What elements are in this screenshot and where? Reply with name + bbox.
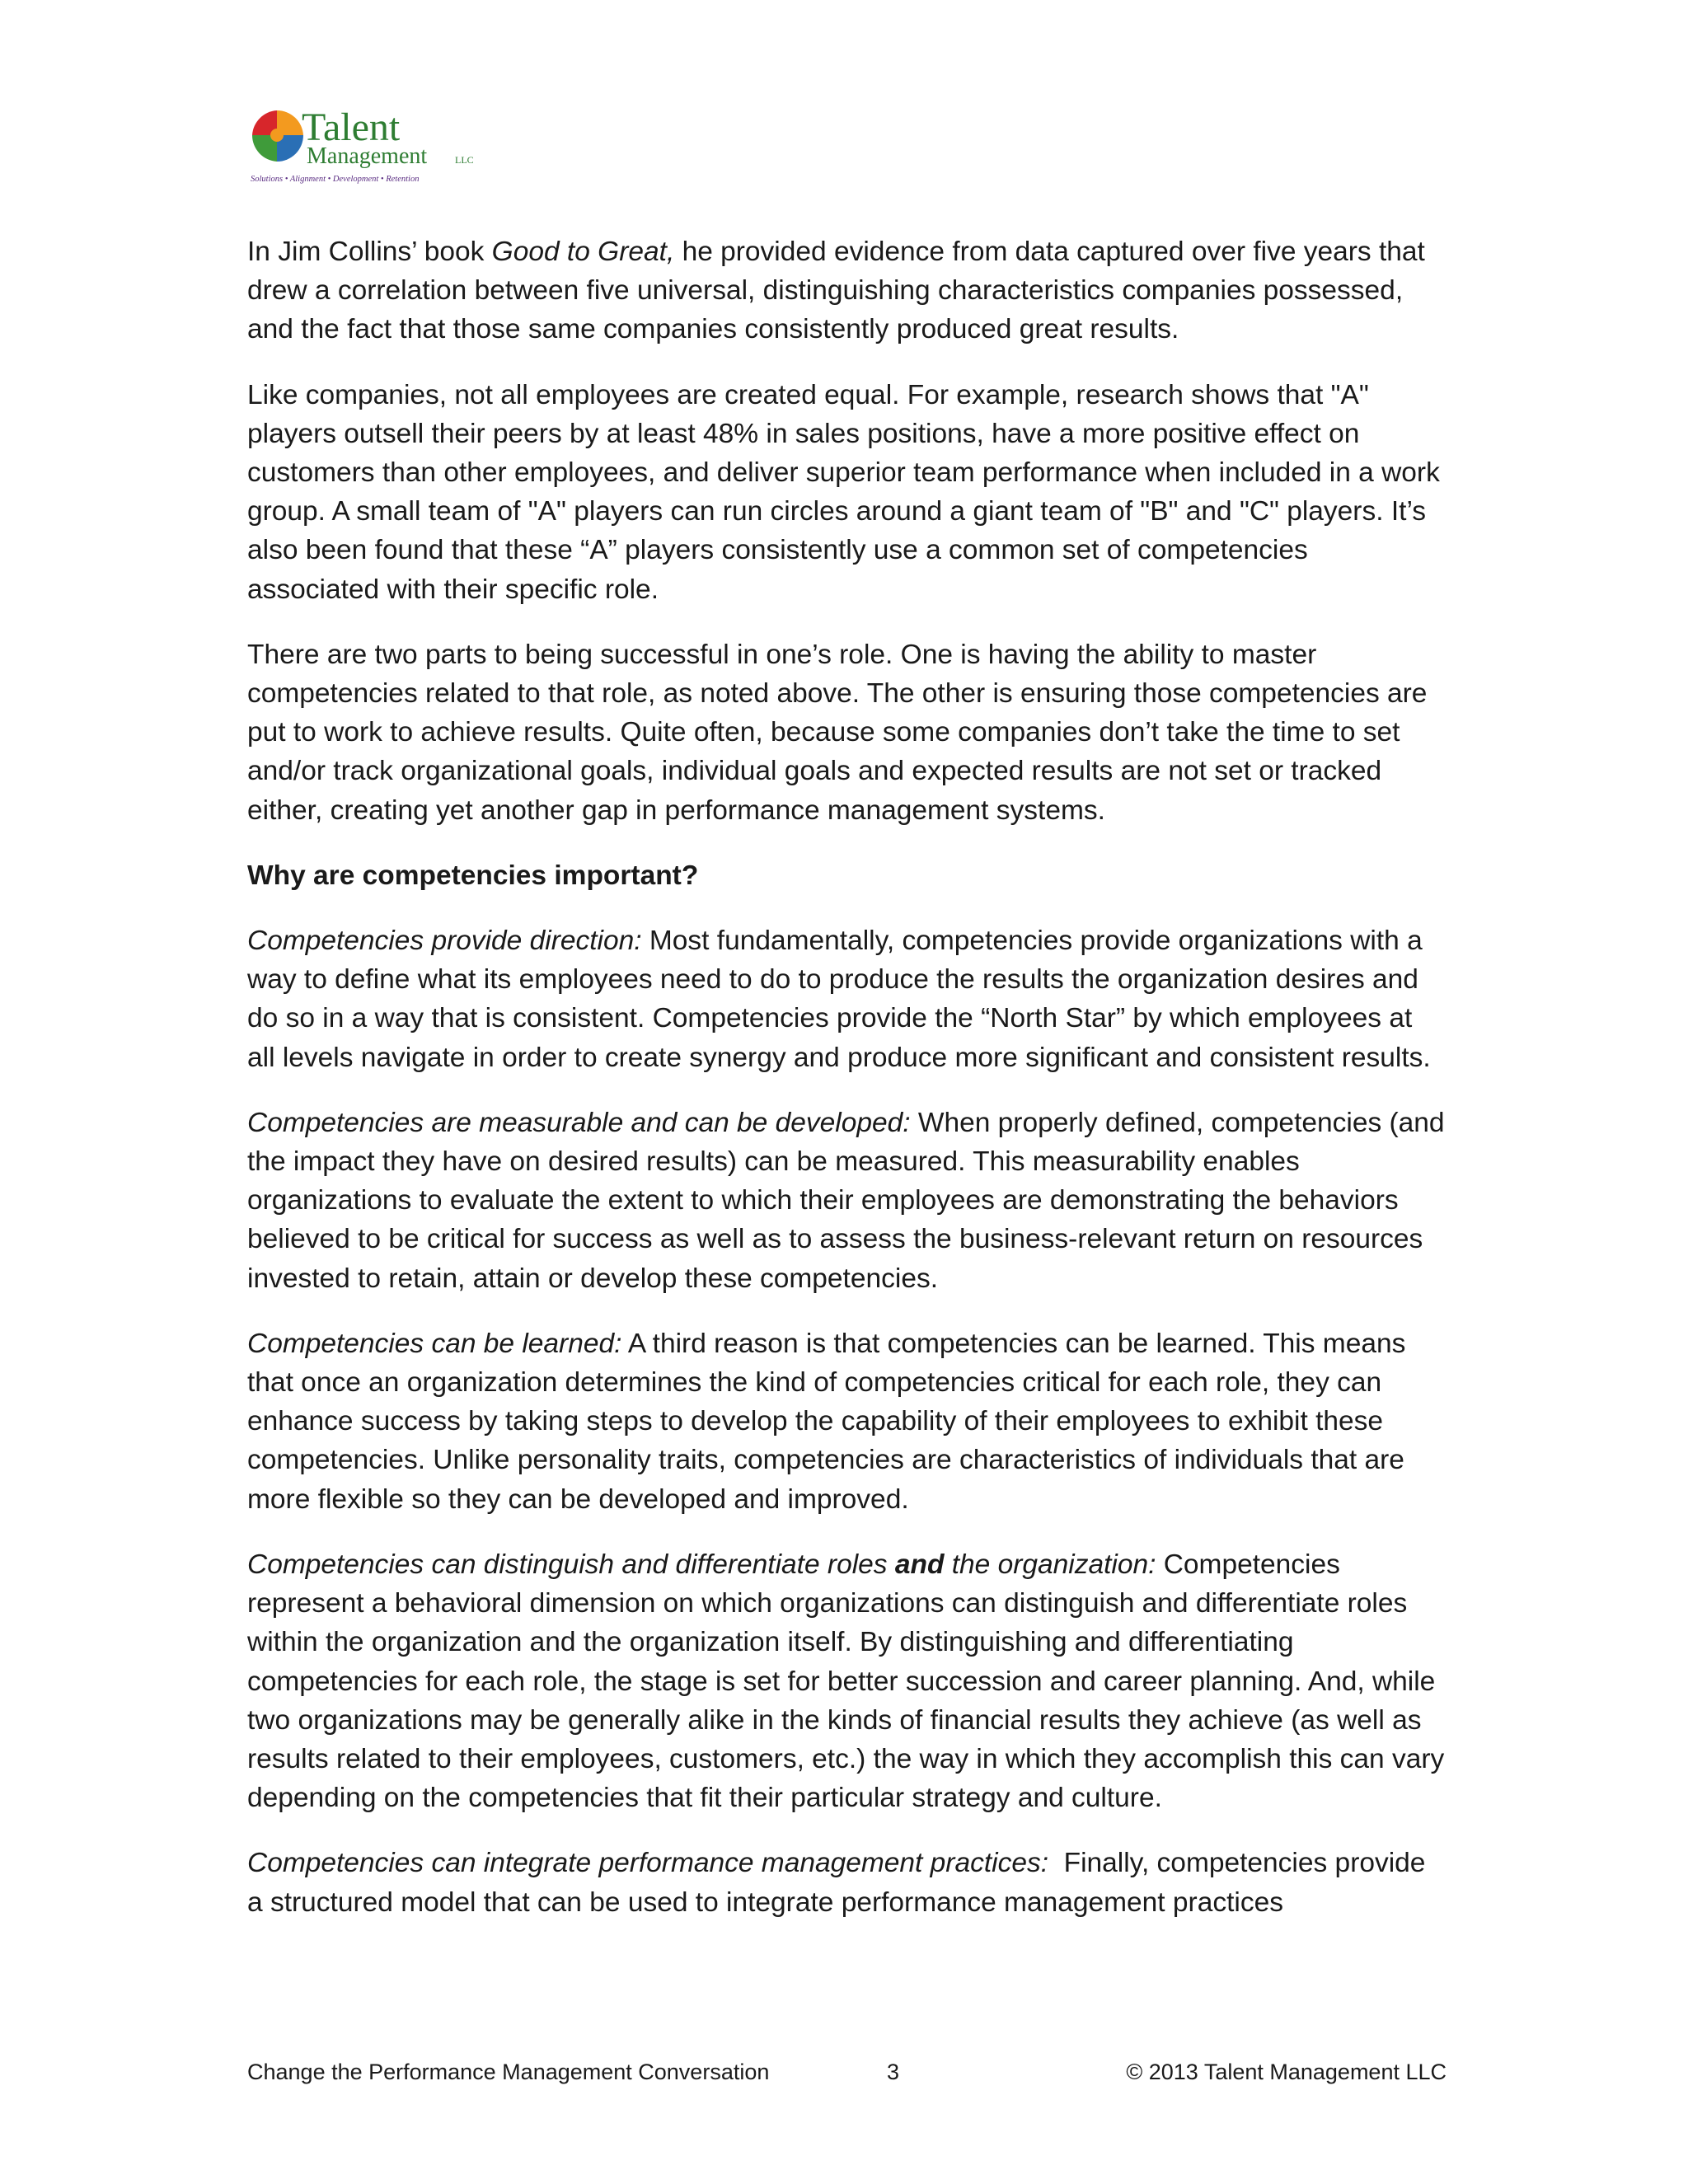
p1-text-a: In Jim Collins’ book <box>247 237 492 267</box>
paragraph-1 <box>247 232 1447 349</box>
paragraph-learned <box>247 1324 1447 1519</box>
p1-text-b: he provided evidence from data captured over five years that drew a correlation between five universal, distinguishing characteristics companies possessed, and the fact that those same companies consistently produced great results. <box>247 237 1425 345</box>
lead-distinguish-b: the organization: <box>944 1549 1156 1580</box>
logo-llc: LLC <box>455 154 474 166</box>
lead-measurable: Competencies are measurable and can be developed: <box>247 1107 911 1138</box>
section-heading: Why are competencies important? <box>247 860 699 891</box>
page-number: 3 <box>887 2060 900 2084</box>
puzzle-icon <box>252 110 303 162</box>
paragraph-direction <box>247 921 1447 1077</box>
text-learned: A third reason is that competencies can be learned. This means that once an organization determines the kind of competencies critical for each role, they can enhance success by taking steps to develop the capability of their employees to exhibit these competencies. Unlike personality traits, competencies are characteristics of individuals that are more flexible so they can be developed and improved. <box>247 1328 1406 1515</box>
paragraph-distinguish <box>247 1545 1447 1817</box>
paragraph-integrate <box>247 1844 1447 1921</box>
footer-document-title: Change the Performance Management Conversation <box>247 2060 770 2084</box>
book-title: Good to Great, <box>491 237 675 267</box>
lead-learned: Competencies can be learned: <box>247 1328 622 1359</box>
paragraph-2: Like companies, not all employees are created equal. For example, research shows that "A" players outsell their peers by at least 48% in sales positions, have a more positive effect on customers than other employees, and deliver superior team performance when included in a work group. A small team of "A" players can run circles around a giant team of "B" and "C" players. It’s also been found that these “A” players consistently use a common set of competencies associated with their specific role. <box>247 379 1440 605</box>
text-direction: Most fundamentally, competencies provide organizations with a way to define what its employees need to do to produce the results the organization desires and do so in a way that is consistent. Competencies provide the “North Star” by which employees at all levels navigate in order to create synergy and produce more significant and consistent results. <box>247 926 1431 1073</box>
lead-integrate: Competencies can integrate performance management practices: <box>247 1848 1049 1879</box>
lead-direction: Competencies provide direction: <box>247 926 642 957</box>
text-measurable: When properly defined, competencies (and the impact they have on desired results) can be measured. This measurability enables organizations to evaluate the extent to which their employees are demonstrating the behaviors believed to be critical for success as well as to assess the business-relevant return on resources invested to retain, attain or develop these competencies. <box>247 1107 1445 1294</box>
text-integrate: Finally, competencies provide a structured model that can be used to integrate performance management practices <box>247 1848 1433 1918</box>
document-body <box>247 232 1447 1948</box>
footer-copyright: © 2013 Talent Management LLC <box>1126 2060 1447 2084</box>
page-footer <box>247 2055 1447 2088</box>
lead-distinguish-a: Competencies can distinguish and differentiate roles <box>247 1549 895 1580</box>
logo-graphic <box>247 105 486 188</box>
company-logo <box>247 105 486 188</box>
logo-word-management: Management <box>307 143 428 169</box>
text-distinguish: Competencies represent a behavioral dimension on which organizations can distinguish and differentiate roles within the organization and the organization itself. By distinguishing and differentiating competencies for each role, the stage is set for better succession and career planning. And, while two organizations may be generally alike in the kinds of financial results they achieve (as well as results related to their employees, customers, etc.) the way in which they accomplish this can vary depending on the competencies that fit their particular strategy and culture. <box>247 1549 1445 1814</box>
paragraph-3: There are two parts to being successful in one’s role. One is having the ability to master competencies related to that role, as noted above. The other is ensuring those competencies are put to work to achieve results. Quite often, because some companies don’t take the time to set and/or track organizational goals, individual goals and expected results are not set or tracked either, creating yet another gap in performance management systems. <box>247 639 1428 826</box>
lead-distinguish-bold: and <box>894 1549 945 1580</box>
logo-word-talent: Talent <box>302 105 401 149</box>
paragraph-measurable <box>247 1104 1447 1298</box>
logo-tagline: Solutions • Alignment • Development • Retention <box>251 175 420 184</box>
